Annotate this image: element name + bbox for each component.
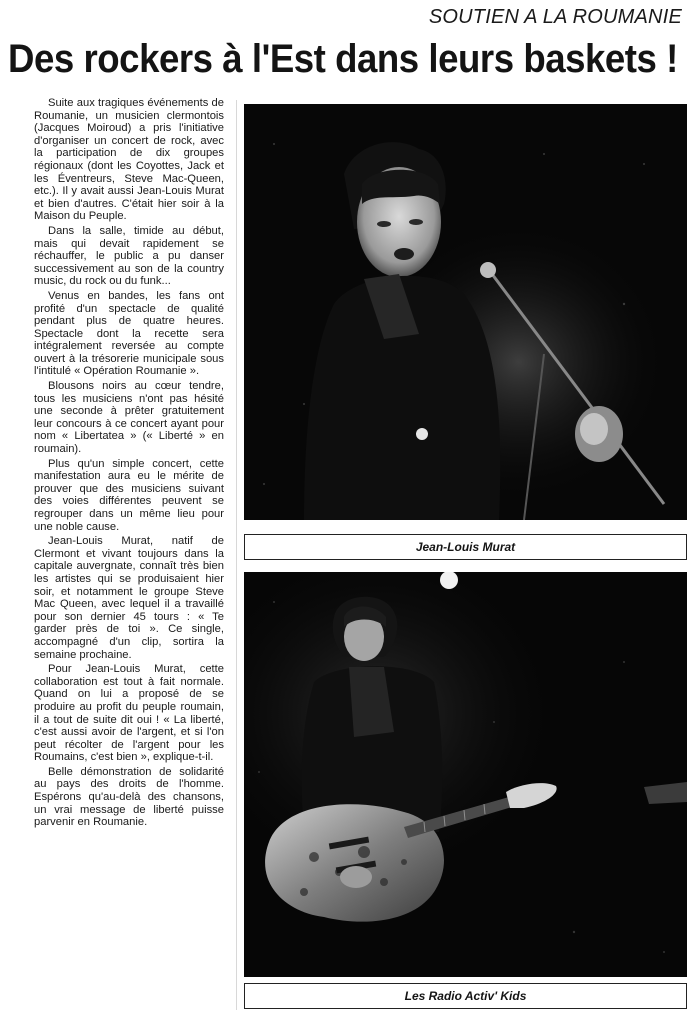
article-paragraph: Pour Jean-Louis Murat, cette collaboration est tout à fait normale. Quand on lui a proposé de se produire au profit du peuple roumain, il a tout de suite dit oui ! « La liberté, c'est aussi avoir de l'argent, et si l'on peut récolter de l'argent pour les Roumains, c'est bien », explique-t-il. bbox=[34, 663, 224, 764]
article-headline: Des rockers à l'Est dans leurs baskets ! bbox=[8, 37, 678, 81]
concert-photo-guitarist bbox=[244, 572, 687, 977]
singer-photo-image bbox=[244, 104, 687, 520]
section-kicker: SOUTIEN A LA ROUMANIE bbox=[428, 6, 682, 28]
photo-caption: Jean-Louis Murat bbox=[244, 534, 687, 560]
photo-caption: Les Radio Activ' Kids bbox=[244, 983, 687, 1009]
article-paragraph: Blousons noirs au cœur tendre, tous les musiciens n'ont pas hésité une seconde à prêter gratuitement leur concours à ce concert ayant pour nom « Libertatea » (« Liberté » en roumain). bbox=[34, 380, 224, 456]
article-paragraph: Belle démonstration de solidarité au pays des droits de l'homme. Espérons qu'au-delà des chansons, un vrai message de liberté puisse parvenir en Roumanie. bbox=[34, 765, 224, 829]
article-paragraph: Suite aux tragiques événements de Roumanie, un musicien clermontois (Jacques Moiroud) a pris l'initiative d'organiser un concert de rock, avec la participation de dix groupes régionaux (dont les Coyottes, Jack et les Éventreurs, Steve Mac-Queen, etc.). Il y avait aussi Jean-Louis Murat et bien d'autres. C'était hier soir à la Maison du Peuple. bbox=[34, 97, 224, 223]
guitarist-photo-image bbox=[244, 572, 687, 977]
concert-photo-singer bbox=[244, 104, 687, 520]
article-paragraph: Venus en bandes, les fans ont profité d'un spectacle de qualité pendant plus de quatre heures. Spectacle dont la recette sera intégralement reversée au compte ouvert à la trésorerie municipale sous l'intitulé « Opération Roumanie ». bbox=[34, 289, 224, 378]
article-paragraph: Dans la salle, timide au début, mais qui devait rapidement se réchauffer, le public a pu danser successivement au son de la country music, du rock ou du funk... bbox=[34, 224, 224, 288]
column-divider bbox=[236, 100, 237, 1010]
article-paragraph: Plus qu'un simple concert, cette manifestation aura eu le mérite de prouver que des musiciens suivant des voies différentes peuvent se regrouper dans un même lieu pour une noble cause. bbox=[34, 457, 224, 533]
article-body bbox=[34, 97, 224, 831]
article-paragraph: Jean-Louis Murat, natif de Clermont et vivant toujours dans la capitale auvergnate, connaît très bien les artistes qui se produisaient hier soir, et notamment le groupe Steve Mac Queen, avec lequel il a travaillé pour son dernier 45 tours : « Te garder près de toi ». Ce single, accompagné d'un clip, sortira la semaine prochaine. bbox=[34, 535, 224, 661]
